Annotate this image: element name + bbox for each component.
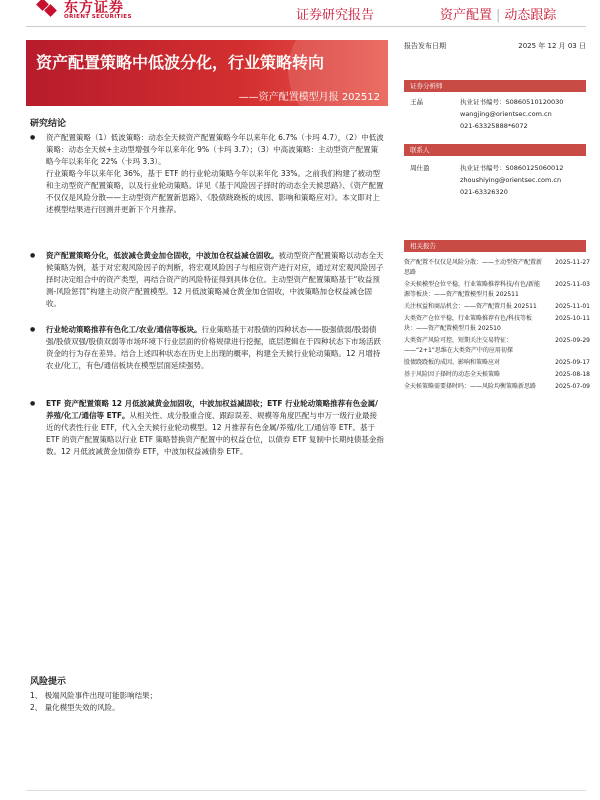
related-report-title[interactable]: 资产配置不仅仅是风险分散：——主动型资产配置新思路 bbox=[404, 259, 543, 276]
report-type: 证券研究报告 bbox=[296, 8, 375, 23]
footer-divider bbox=[26, 790, 586, 791]
related-report-title[interactable]: 大类资产风险可控，短期关注交易特征：——“2+1”思维在大类资产中的应用初探 bbox=[404, 337, 513, 354]
summary-bullet-text: ● 资产配置策略（1）低波策略：动态全天候资产配置策略今年以来年化 6.7%（卡玛 4.7），（2）中低波策略：动态全天候+主动型增强今年以来年化 9%（卡玛 3.7）；（3）中高波策略：主动型资产配置策略今年以来年化 22%（卡玛 3.3）。 bbox=[30, 132, 384, 168]
related-report-date: 2025-09-29 bbox=[555, 337, 590, 344]
risk-list bbox=[30, 690, 384, 714]
report-category bbox=[440, 4, 556, 23]
category-section: 资产配置 bbox=[440, 8, 493, 23]
category-divider: | bbox=[496, 8, 501, 23]
related-report-date: 2025-11-27 bbox=[555, 259, 590, 266]
related-report-item[interactable] bbox=[404, 382, 590, 392]
related-report-title[interactable]: 全天候模型仓位平稳，行业策略推荐科技/有色/新能源等板块：——资产配置模型月报 202511 bbox=[404, 281, 541, 298]
summary-point-3-body: 行业策略基于对股债的四种状态——股强债弱/股弱债强/股债双强/股债双弱等市场环境下行业层面的价格规律进行挖掘，底层逻辑在于四种状态下市场活跃资金的行为存在差异。结合上述四种状态在历史上出现的概率，构建全天候行业轮动策略。12 月增持农业/化工，有色/通信板块在模型层面延续强势。 bbox=[46, 325, 382, 370]
related-report-date: 2025-10-11 bbox=[555, 315, 590, 322]
report-title: 资产配置策略中低波分化，行业策略转向 bbox=[36, 53, 325, 72]
summary-paragraph-4 bbox=[30, 398, 384, 458]
related-report-title[interactable]: 股债跷跷板的成因、影响和策略应对 bbox=[404, 359, 501, 366]
logo-name-cn: 东方证券 bbox=[64, 0, 124, 17]
contact-email[interactable]: zhoushiying@orientsec.com.cn bbox=[460, 176, 562, 184]
contact-name: 周仕盈 bbox=[410, 164, 430, 172]
summary-paragraph-2 bbox=[30, 250, 384, 310]
related-reports-list bbox=[404, 258, 590, 394]
category-subsection: 动态跟踪 bbox=[504, 8, 557, 23]
analyst-cert: 执业证书编号：S0860510120030 bbox=[460, 98, 564, 106]
contact-cert: 执业证书编号：S0860125060012 bbox=[460, 164, 564, 172]
summary-point-2-lead: 资产配置策略分化，低波减仓黄金加仓固收，中波加仓权益减仓固收。 bbox=[46, 251, 279, 260]
related-report-item[interactable] bbox=[404, 302, 590, 312]
contact-section-header: 联系人 bbox=[404, 144, 586, 156]
related-report-date: 2025-08-18 bbox=[555, 371, 590, 378]
summary-heading: 研究结论 bbox=[30, 119, 67, 129]
risk-heading: 风险提示 bbox=[30, 677, 67, 687]
summary-paragraph-1 bbox=[30, 132, 384, 216]
related-report-date: 2025-11-03 bbox=[555, 281, 590, 288]
related-report-item[interactable] bbox=[404, 280, 590, 300]
related-report-date: 2025-07-09 bbox=[555, 383, 590, 390]
risk-item: 2、 量化模型失效的风险。 bbox=[30, 703, 120, 712]
related-report-item[interactable] bbox=[404, 258, 590, 278]
contact-phone: 021-63326320 bbox=[460, 188, 508, 196]
related-report-title[interactable]: 关注权益和商品机会：——资产配置月报 202511 bbox=[404, 303, 537, 310]
related-report-item[interactable] bbox=[404, 336, 590, 356]
risk-item: 1、 极端风险事件出现可能影响结果； bbox=[30, 691, 158, 700]
related-report-title[interactable]: 基于风险因子择时的动态全天候策略 bbox=[404, 371, 501, 378]
publish-date-label: 报告发布日期 bbox=[404, 42, 446, 50]
logo-mark-icon bbox=[36, 2, 58, 20]
analyst-phone: 021-63325888*6072 bbox=[460, 122, 528, 130]
analyst-name: 王晶 bbox=[410, 98, 423, 106]
publish-date: 2025 年 12 月 03 日 bbox=[518, 42, 586, 50]
title-banner bbox=[26, 40, 388, 106]
related-section-header: 相关报告 bbox=[404, 240, 586, 252]
related-report-item[interactable] bbox=[404, 358, 590, 368]
summary-point-3-lead: 行业轮动策略推荐有色化工/农业/通信等板块。 bbox=[46, 325, 202, 334]
related-report-title[interactable]: 大类资产仓位平稳，行业策略推荐有色/科技等板块：——资产配置模型月报 202510 bbox=[404, 315, 533, 332]
report-subtitle: ——资产配置模型月报 202512 bbox=[238, 92, 380, 103]
logo-name-en: ORIENT SECURITIES bbox=[64, 14, 132, 21]
publish-date-row bbox=[404, 41, 586, 51]
analyst-section-header: 证券分析师 bbox=[404, 80, 586, 92]
related-report-date: 2025-11-01 bbox=[555, 303, 590, 310]
related-report-item[interactable] bbox=[404, 314, 590, 334]
company-logo bbox=[36, 0, 132, 22]
header-divider bbox=[26, 26, 586, 27]
related-report-title[interactable]: 全天候策略需要择时吗：——风险均衡策略新思路 bbox=[404, 383, 537, 390]
summary-point-2-body: 被动型资产配置策略以动态全天候策略为例，基于对宏观风险因子的判断，将宏观风险因子与相应资产进行对应，通过对宏观风险因子择时决定组合中的资产类型，再结合资产的风险特征得到具体仓位。主动型资产配置策略基于“收益预测-风险惩罚”构建主动资产配置模型。12 月低波策略减仓黄金加仓固收，中波策略加仓权益减仓固收。 bbox=[46, 251, 384, 308]
related-report-item[interactable] bbox=[404, 370, 590, 380]
summary-point-4-body: 从相关性、成分股重合度、跟踪误差、规模等角度匹配与申万一级行业最接近的代表性行业 ETF，代入全天候行业轮动模型。12 月推荐有色金属/养殖/化工/通信等 ETF。基于 ETF 的资产配置策略以行业 ETF 策略替换资产配置中的权益仓位，以债券 ETF 复制中长期纯债基金指数。12 月低波减黄金加债券 ETF，中波加权益减债券 ETF。 bbox=[46, 411, 384, 456]
summary-point-4-lead: ETF 资产配置策略 12 月低波减黄金加固收，中波加权益减固收；ETF 行业轮动策略推荐有色金属/养殖/化工/通信等 ETF。 bbox=[46, 399, 378, 420]
analyst-email[interactable]: wangjing@orientsec.com.cn bbox=[460, 110, 552, 118]
summary-continuation-text: 行业策略今年以来年化 36%，基于 ETF 的行业轮动策略今年以来年化 33%。之前我们构建了被动型和主动型资产配置策略，以及行业轮动策略。详见《基于风险因子择时的动态全天候思路》、《资产配置不仅仅是风险分散——主动型资产配置新思路》、《股债跷跷板的成因、影响和策略应对》。本文即对上述模型结果进行回测并更新下个月推荐。 bbox=[46, 169, 384, 214]
summary-paragraph-3 bbox=[30, 324, 384, 372]
related-report-date: 2025-09-17 bbox=[555, 359, 590, 366]
